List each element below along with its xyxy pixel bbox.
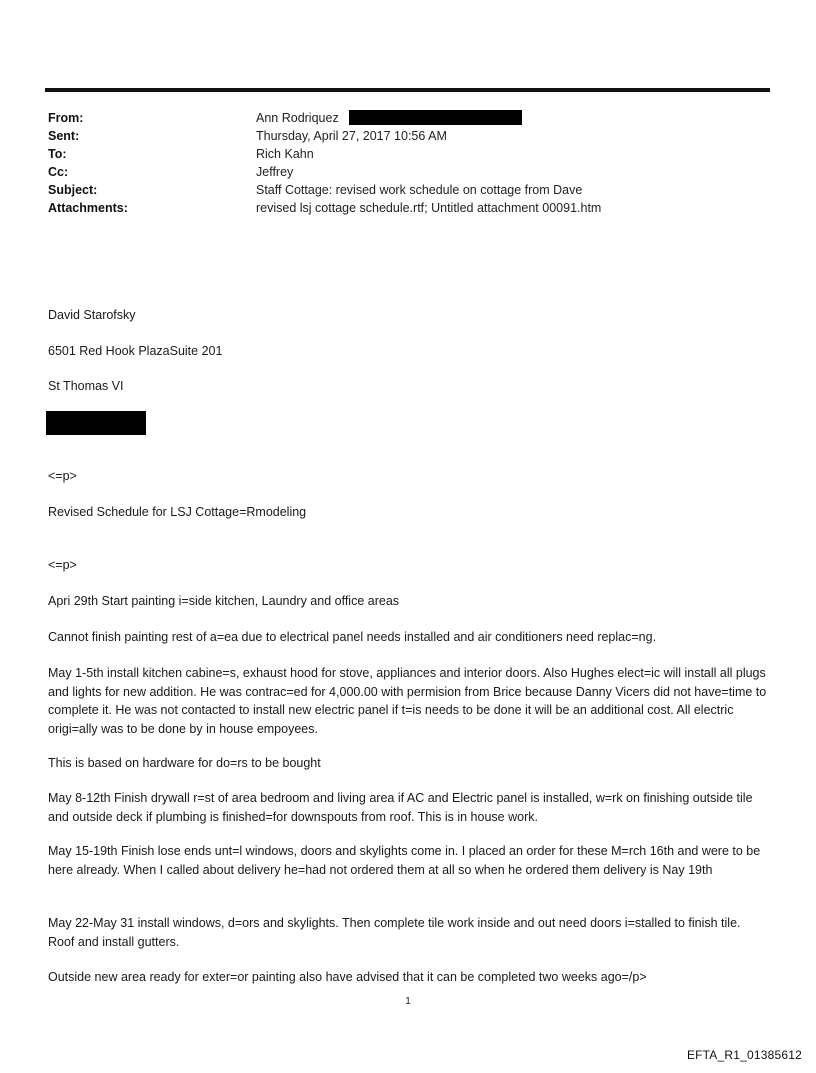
page-number: 1 xyxy=(405,996,411,1007)
p-tag-1: <=p> xyxy=(48,469,77,483)
subject-value: Staff Cottage: revised work schedule on cottage from Dave xyxy=(256,183,583,197)
subject-row xyxy=(48,181,768,199)
paragraph-painting: Cannot finish painting rest of a=ea due to electrical panel needs installed and air conditioners need replac=ng. xyxy=(48,630,657,644)
cc-label: Cc: xyxy=(48,165,69,179)
paragraph-outside: Outside new area ready for exter=or painting also have advised that it can be completed two weeks ago=/p> xyxy=(48,970,647,984)
sent-label: Sent: xyxy=(48,129,80,143)
attachments-label: Attachments: xyxy=(48,201,128,215)
paragraph-may-22-31: May 22-May 31 install windows, d=ors and skylights. Then complete tile work inside and out need doors i=stalled to finish tile. Roof and install gutters. xyxy=(48,916,741,949)
city-line: St Thomas VI xyxy=(48,379,124,393)
header-divider-rule xyxy=(45,88,770,92)
cc-row xyxy=(48,163,768,181)
attachments-value: revised lsj cottage schedule.rtf; Untitled attachment 00091.htm xyxy=(256,201,602,215)
from-value: Ann Rodriquez xyxy=(256,111,339,125)
to-value: Rich Kahn xyxy=(256,147,314,161)
subject-label: Subject: xyxy=(48,183,98,197)
paragraph-may-8-12: May 8-12th Finish drywall r=st of area bedroom and living area if AC and Electric panel is installed, w=rk on finishing outside tile and outside deck if plumbing is finished=for downspouts from roof. This is in house work. xyxy=(48,791,753,824)
sender-name: David Starofsky xyxy=(48,308,136,322)
from-label: From: xyxy=(48,111,84,125)
paragraph-apr-29: Apri 29th Start painting i=side kitchen, Laundry and office areas xyxy=(48,594,400,608)
paragraph-may-15-19: May 15-19th Finish lose ends unt=l windows, doors and skylights come in. I placed an order for these M=rch 16th and were to be here already. When I called about delivery he=had not ordered them at all so when he ordered them delivery is Nay 19th xyxy=(48,844,761,877)
bates-stamp: EFTA_R1_01385612 xyxy=(686,1048,802,1062)
to-label: To: xyxy=(48,147,67,161)
paragraph-may-1-5: May 1-5th install kitchen cabine=s, exhaust hood for stove, appliances and interior doors. Also Hughes elect=ic will install all plugs and lights for new addition. He was contrac=ed for 4,000.00 with permision from Brice because Danny Vicers did not have=time to complete it. He was not contacted to install new electric panel if t=is needs to be done it will be an additional cost. All electric origi=ally was to be done by in house empoyees. xyxy=(48,666,767,736)
redaction-bar-email xyxy=(349,110,522,125)
p-tag-2: <=p> xyxy=(48,558,77,572)
to-row xyxy=(48,145,768,163)
schedule-title: Revised Schedule for LSJ Cottage=Rmodeling xyxy=(48,505,307,519)
address-line: 6501 Red Hook PlazaSuite 201 xyxy=(48,344,223,358)
cc-value: Jeffrey xyxy=(256,165,294,179)
paragraph-hardware: This is based on hardware for do=rs to be bought xyxy=(48,756,321,770)
sent-value: Thursday, April 27, 2017 10:56 AM xyxy=(256,129,447,143)
attachments-row xyxy=(48,199,768,217)
sent-row xyxy=(48,127,768,145)
redaction-bar-phone xyxy=(46,411,146,435)
